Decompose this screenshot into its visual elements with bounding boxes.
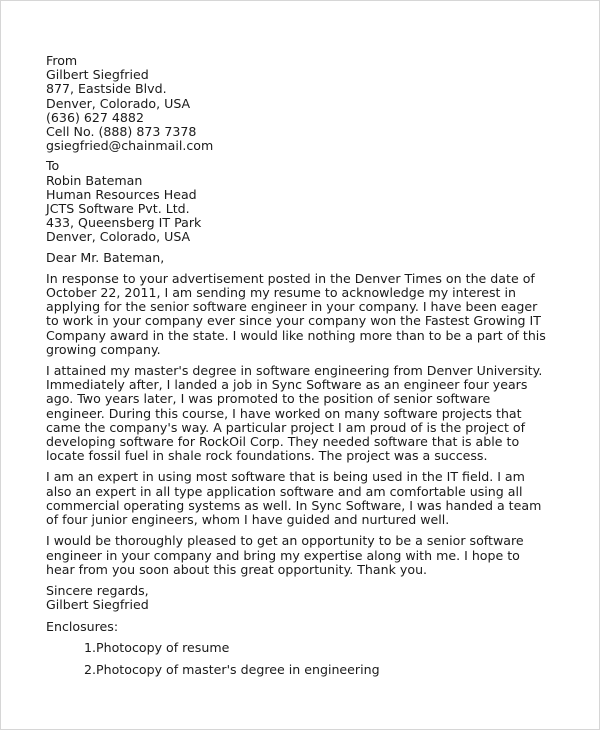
recipient-city: Denver, Colorado, USA — [46, 229, 191, 245]
paragraph-1 — [46, 272, 566, 357]
paragraph-line: came the company's way. A particular project I am proud of is the project of — [46, 419, 526, 435]
paragraph-line: I would be thoroughly pleased to get an opportunity to be a senior software — [46, 533, 524, 549]
paragraph-line: engineer. During this course, I have worked on many software projects that — [46, 405, 522, 421]
paragraph-line: I attained my master's degree in software engineering from Denver University. — [46, 363, 543, 379]
sender-heading: From — [46, 53, 78, 68]
paragraph-2 — [46, 364, 566, 463]
paragraph-line: locate fossil fuel in shale rock foundations. The project was a success. — [46, 448, 488, 464]
paragraph-3 — [46, 470, 566, 527]
enclosures-block — [46, 620, 566, 677]
letter-body — [46, 54, 566, 677]
recipient-street: 433, Queensberg IT Park — [46, 215, 202, 231]
enclosure-item: 1.Photocopy of resume — [84, 639, 230, 655]
sender-email: gsiegfried@chainmail.com — [46, 138, 214, 154]
paragraph-line: ago. Two years later, I was promoted to the position of senior software — [46, 391, 491, 407]
sender-name: Gilbert Siegfried — [46, 67, 149, 83]
paragraph-line: developing software for RockOil Corp. They needed software that is able to — [46, 434, 520, 450]
paragraph-line: In response to your advertisement posted in the Denver Times on the date of — [46, 270, 535, 286]
sender-city: Denver, Colorado, USA — [46, 95, 191, 111]
paragraph-line: engineer in your company and bring my expertise along with me. I hope to — [46, 547, 520, 563]
closing-line: Sincere regards, — [46, 582, 149, 598]
recipient-heading: To — [46, 158, 60, 174]
paragraph-line: Company award in the state. I would like nothing more than to be a part of this — [46, 327, 546, 343]
recipient-name: Robin Bateman — [46, 172, 143, 188]
paragraph-line: growing company. — [46, 341, 161, 357]
salutation: Dear Mr. Bateman, — [46, 249, 165, 265]
closing-name: Gilbert Siegfried — [46, 597, 149, 613]
paragraph-line: hear from you soon about this great opportunity. Thank you. — [46, 561, 428, 577]
sender-street: 877, Eastside Blvd. — [46, 81, 167, 97]
paragraph-4 — [46, 534, 566, 577]
paragraph-line: also an expert in all type application software and am comfortable using all — [46, 483, 523, 499]
enclosures-list — [46, 641, 566, 677]
recipient-title: Human Resources Head — [46, 186, 197, 202]
recipient-block — [46, 159, 566, 244]
paragraph-line: October 22, 2011, I am sending my resume to acknowledge my interest in — [46, 285, 516, 301]
enclosures-heading: Enclosures: — [46, 619, 119, 635]
enclosure-item: 2.Photocopy of master's degree in engineering — [84, 661, 380, 677]
paragraph-line: I am an expert in using most software that is being used in the IT field. I am — [46, 469, 525, 485]
sender-phone: (636) 627 4882 — [46, 109, 144, 125]
closing-block — [46, 584, 566, 612]
paragraph-line: Immediately after, I landed a job in Sync Software as an engineer four years — [46, 377, 528, 393]
recipient-company: JCTS Software Pvt. Ltd. — [46, 201, 190, 217]
paragraph-line: applying for the senior software engineer in your company. I have been eager — [46, 299, 538, 315]
paragraph-line: commercial operating systems as well. In Sync Software, I was handed a team — [46, 497, 542, 513]
paragraph-line: to work in your company ever since your company won the Fastest Growing IT — [46, 313, 541, 329]
paragraph-line: of four junior engineers, whom I have guided and nurtured well. — [46, 512, 450, 528]
sender-block — [46, 54, 566, 153]
sender-cell: Cell No. (888) 873 7378 — [46, 124, 197, 140]
